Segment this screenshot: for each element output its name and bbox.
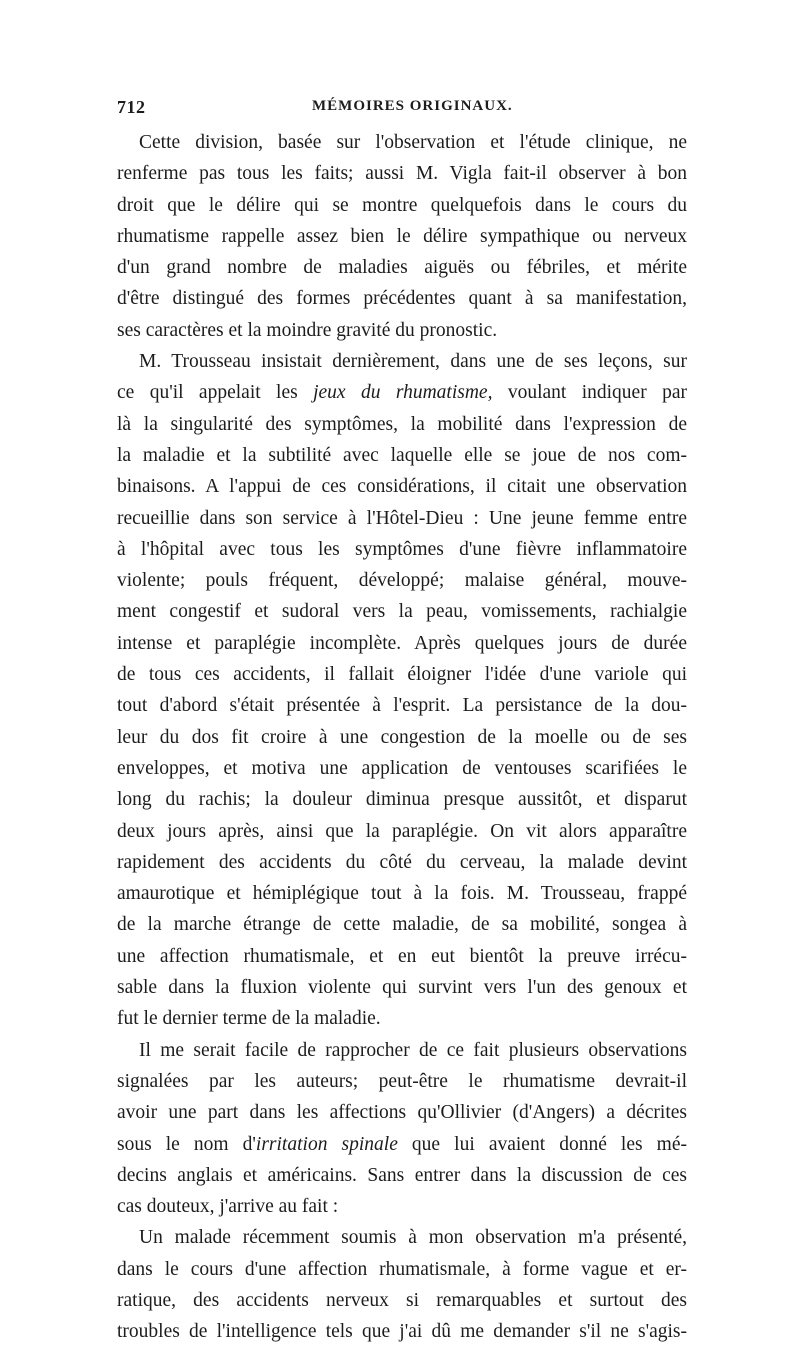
text-line: ses caractères et la moindre gravité du pronostic. [117, 319, 498, 341]
text-line: à l'hôpital avec tous les symptômes d'une fièvre inflammatoire [117, 538, 687, 560]
page-number: 712 [117, 97, 146, 117]
text-line: Il me serait facile de rapprocher de ce fait plusieurs observations [139, 1039, 687, 1061]
text-line: d'un grand nombre de maladies aiguës ou fébriles, et mérite [117, 257, 687, 279]
text-line: tout d'abord s'était présentée à l'esprit. La persistance de la dou- [117, 695, 687, 717]
text-line: dans le cours d'une affection rhumatismale, à forme vague et er- [117, 1258, 687, 1280]
running-head: MÉMOIRES ORIGINAUX. [312, 98, 513, 114]
page-header [117, 97, 687, 121]
text-line: de la marche étrange de cette maladie, de sa mobilité, songea à [117, 914, 687, 936]
text-line: une affection rhumatismale, et en eut bientôt la preuve irrécu- [117, 945, 687, 967]
text-line: signalées par les auteurs; peut-être le rhumatisme devrait-il [117, 1070, 687, 1092]
text-line: droit que le délire qui se montre quelquefois dans le cours du [117, 194, 687, 216]
text-line: sable dans la fluxion violente qui survint vers l'un des genoux et [117, 977, 687, 999]
text-segment: ce qu'il appelait les [117, 382, 314, 404]
italic-phrase: irritation spinale [255, 1133, 398, 1155]
text-line: là la singularité des symptômes, la mobilité dans l'expression de [117, 413, 687, 435]
text-line: de tous ces accidents, il fallait éloigner l'idée d'une variole qui [117, 664, 687, 686]
text-line: cas douteux, j'arrive au fait : [117, 1196, 339, 1218]
text-line: avoir une part dans les affections qu'Ollivier (d'Angers) a décrites [117, 1102, 687, 1124]
text-line: M. Trousseau insistait dernièrement, dans une de ses leçons, sur [139, 351, 687, 373]
text-line: intense et paraplégie incomplète. Après quelques jours de durée [117, 632, 687, 654]
text-line: enveloppes, et motiva une application de ventouses scarifiées le [117, 757, 687, 779]
text-segment: voulant indiquer par [492, 382, 687, 404]
text-line: rapidement des accidents du côté du cerveau, la malade devint [117, 851, 687, 873]
text-segment: que lui avaient donné les mé- [397, 1133, 687, 1155]
text-line: Un malade récemment soumis à mon observation m'a présenté, [139, 1227, 687, 1249]
body-text [117, 127, 687, 1348]
text-line: ratique, des accidents nerveux si remarquables et surtout des [117, 1289, 687, 1311]
text-line: violente; pouls fréquent, développé; malaise général, mouve- [117, 570, 687, 592]
text-line: recueillie dans son service à l'Hôtel-Dieu : Une jeune femme entre [117, 507, 687, 529]
text-line: leur du dos fit croire à une congestion de la moelle ou de ses [117, 726, 687, 748]
text-line: Cette division, basée sur l'observation et l'étude clinique, ne [139, 132, 687, 153]
text-line: la maladie et la subtilité avec laquelle elle se joue de nos com- [117, 444, 687, 466]
text-line: binaisons. A l'appui de ces considérations, il citait une observation [117, 476, 687, 498]
text-line: amaurotique et hémiplégique tout à la fois. M. Trousseau, frappé [117, 883, 687, 905]
text-segment: sous le nom d' [117, 1133, 256, 1155]
text-line: long du rachis; la douleur diminua presque aussitôt, et disparut [117, 789, 687, 811]
text-line: d'être distingué des formes précédentes quant à sa manifestation, [117, 288, 687, 310]
text-line: deux jours après, ainsi que la paraplégie. On vit alors apparaître [117, 820, 687, 842]
text-line: ment congestif et sudoral vers la peau, vomissements, rachialgie [117, 601, 687, 623]
italic-phrase: jeux du rhumatisme, [313, 382, 493, 404]
text-line: troubles de l'intelligence tels que j'ai dû me demander s'il ne s'agis- [117, 1321, 687, 1343]
text-line: decins anglais et américains. Sans entrer dans la discussion de ces [117, 1164, 687, 1186]
text-line: rhumatisme rappelle assez bien le délire sympathique ou nerveux [117, 225, 687, 247]
text-line [117, 1129, 687, 1160]
text-line [117, 377, 687, 408]
text-line: renferme pas tous les faits; aussi M. Vigla fait-il observer à bon [117, 163, 687, 185]
text-line: fut le dernier terme de la maladie. [117, 1008, 381, 1030]
